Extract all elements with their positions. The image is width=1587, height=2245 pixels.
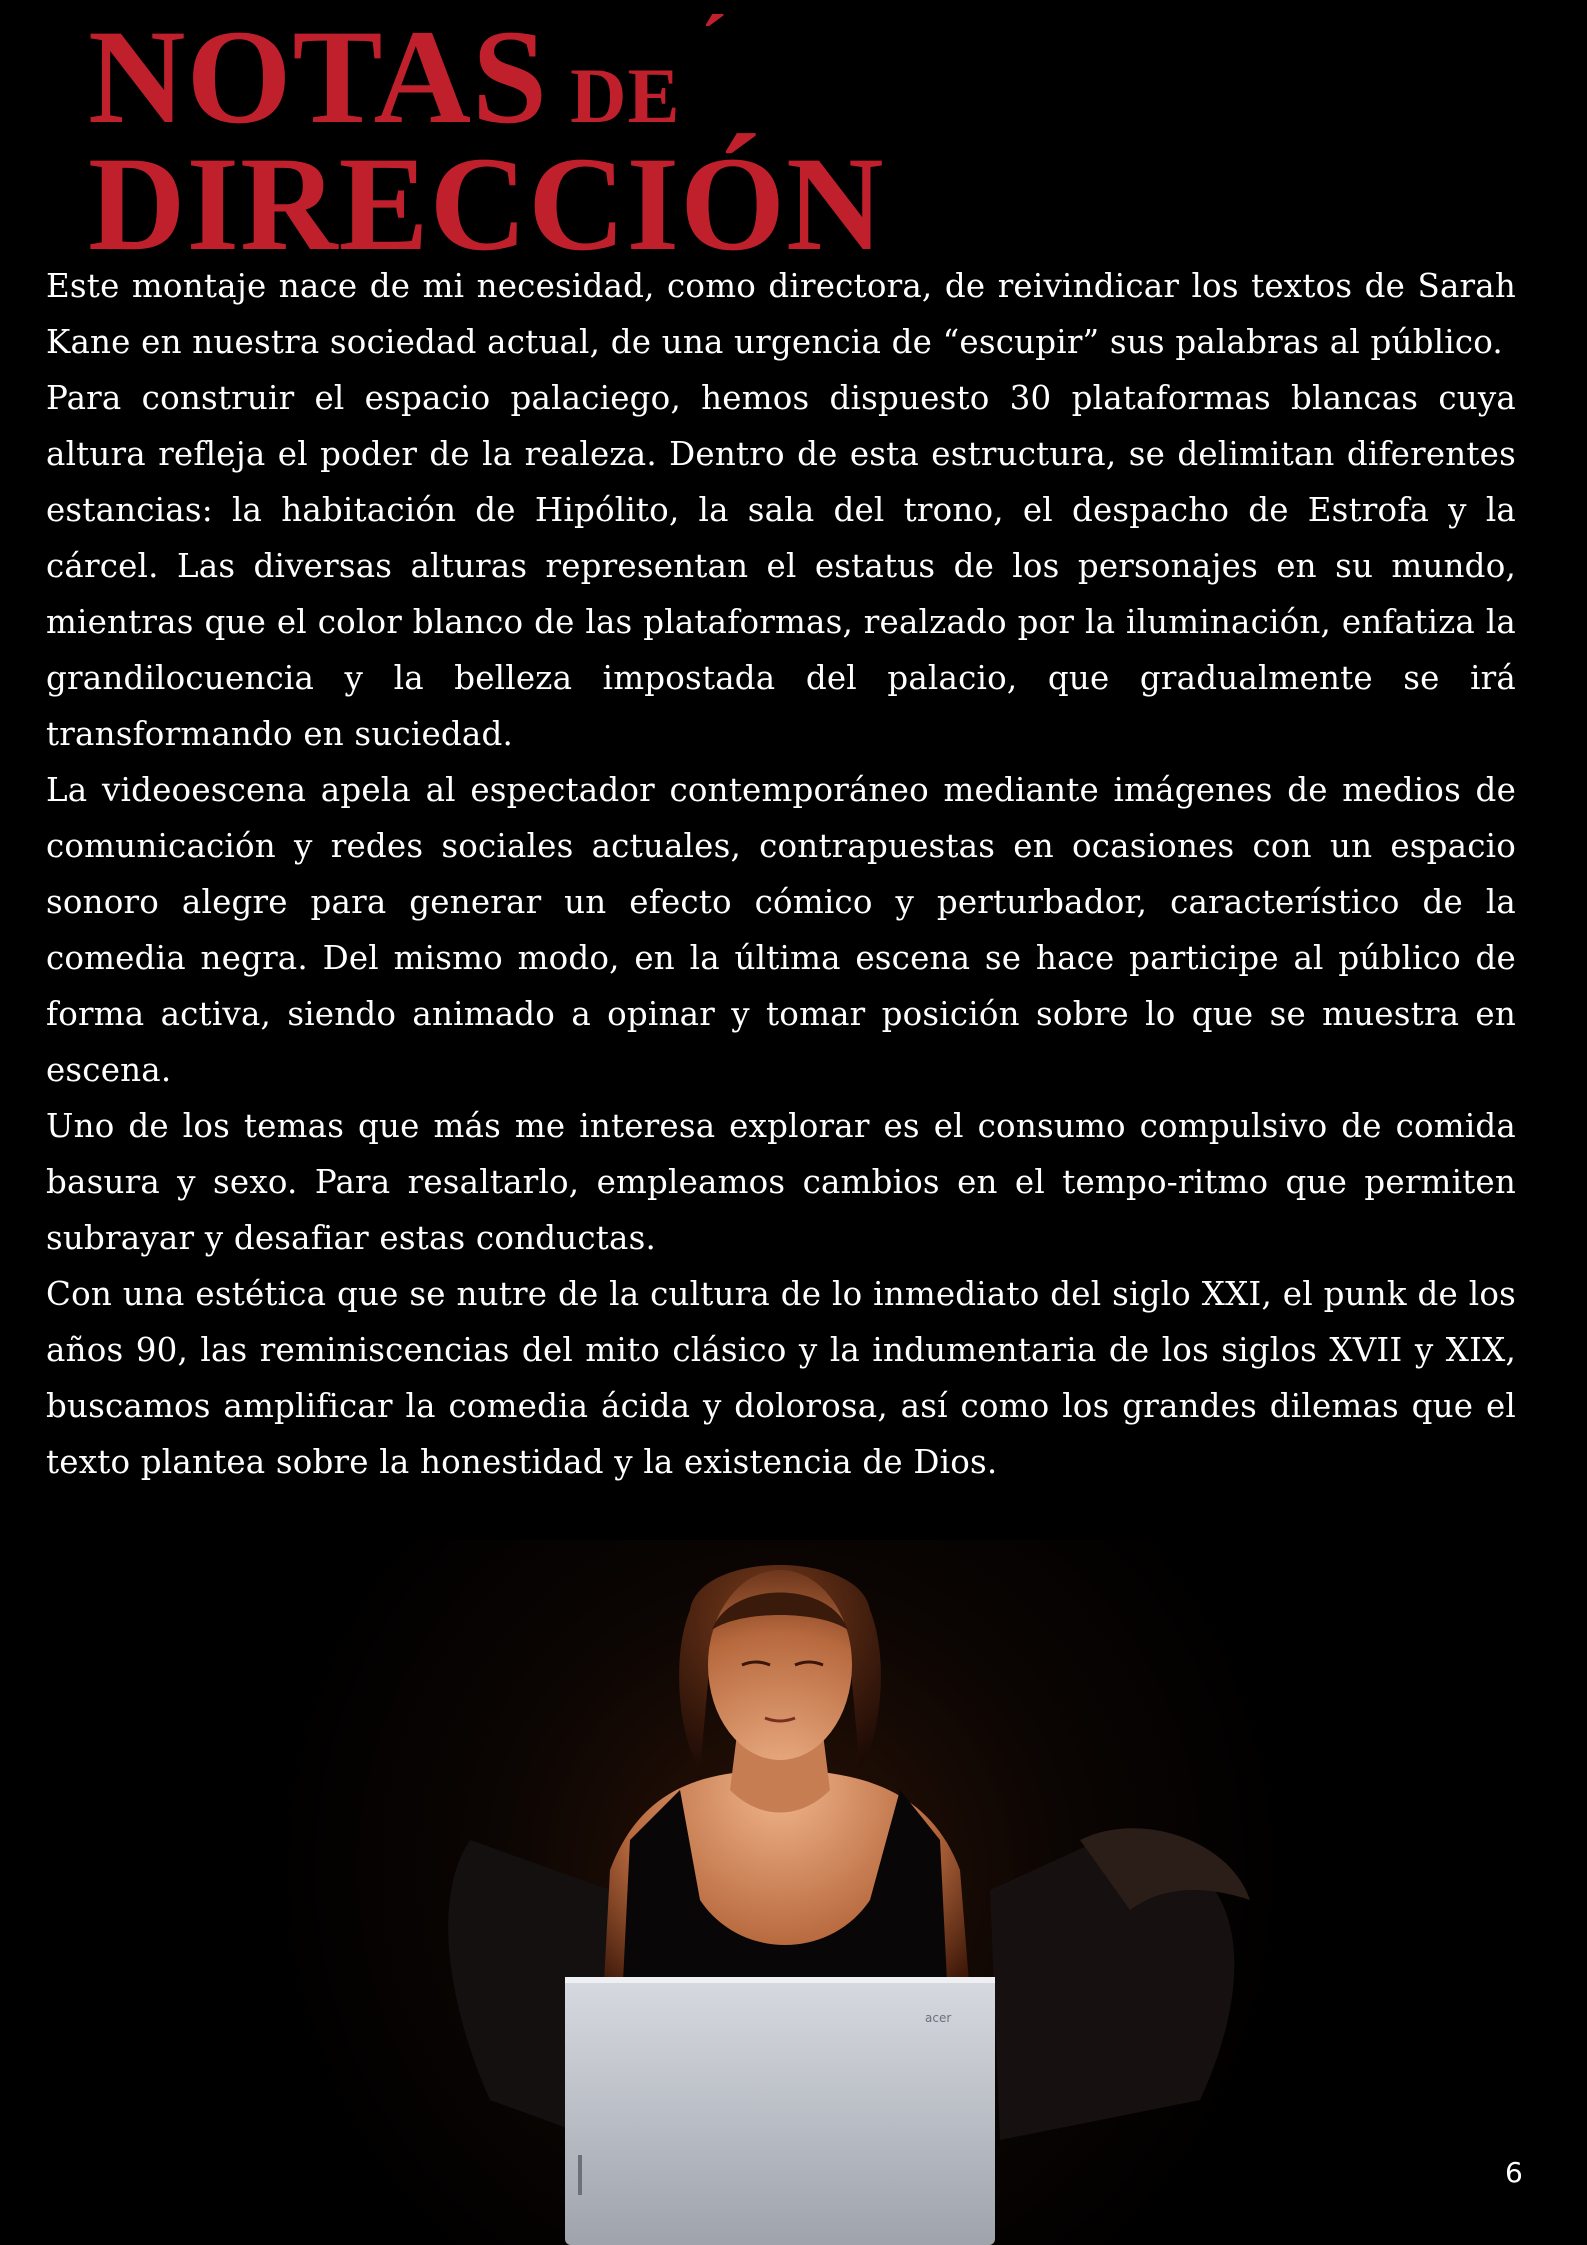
title-accent-mark: ´ (700, 0, 728, 88)
photo-illustration (0, 1540, 1587, 2245)
paragraph-2: Para construir el espacio palaciego, hemos dispuesto 30 plataformas blancas cuya altura refleja el poder de la realeza. Dentro de esta estructura, se delimitan diferentes estancias: la habitación de Hipólito, la sala del trono, el despacho de Estrofa y la cárcel. Las diversas alturas representan el estatus de los personajes en su mundo, mientras que el color blanco de las plataformas, realzado por la iluminación, enfatiza la grandilocuencia y la belleza impostada del palacio, que gradualmente se irá transformando en suciedad. (46, 379, 1516, 753)
page-number: 6 (1505, 2156, 1523, 2189)
title-word-de: DE ´ (570, 0, 728, 139)
title-word-notas: NOTAS (88, 3, 549, 152)
laptop-logo: acer (925, 2011, 952, 2025)
stage-photo (0, 1540, 1587, 2245)
title-word-direccion: DIRECCIÓN (88, 130, 885, 279)
paragraph-4: Uno de los temas que más me interesa explorar es el consumo compulsivo de comida basura y sexo. Para resaltarlo, empleamos cambios en el tempo-ritmo que permiten subrayar y desafiar estas conductas. (46, 1107, 1516, 1257)
title-line-1 (88, 0, 988, 152)
paragraph-3: La videoescena apela al espectador contemporáneo mediante imágenes de medios de comunicación y redes sociales actuales, contrapuestas en ocasiones con un espacio sonoro alegre para generar un efecto cómico y perturbador, característico de la comedia negra. Del mismo modo, en la última escena se hace participe al público de forma activa, siendo animado a opinar y tomar posición sobre lo que se muestra en escena. (46, 771, 1516, 1089)
page-title (88, 0, 988, 279)
paragraph-1: Este montaje nace de mi necesidad, como directora, de reivindicar los textos de Sarah Kane en nuestra sociedad actual, de una urgencia de “escupir” sus palabras al público. (46, 267, 1516, 361)
paragraph-5: Con una estética que se nutre de la cultura de lo inmediato del siglo XXI, el punk de los años 90, las reminiscencias del mito clásico y la indumentaria de los siglos XVII y XIX, buscamos amplificar la comedia ácida y dolorosa, así como los grandes dilemas que el texto plantea sobre la honestidad y la existencia de Dios. (46, 1275, 1516, 1481)
direction-notes-text (46, 258, 1516, 1490)
